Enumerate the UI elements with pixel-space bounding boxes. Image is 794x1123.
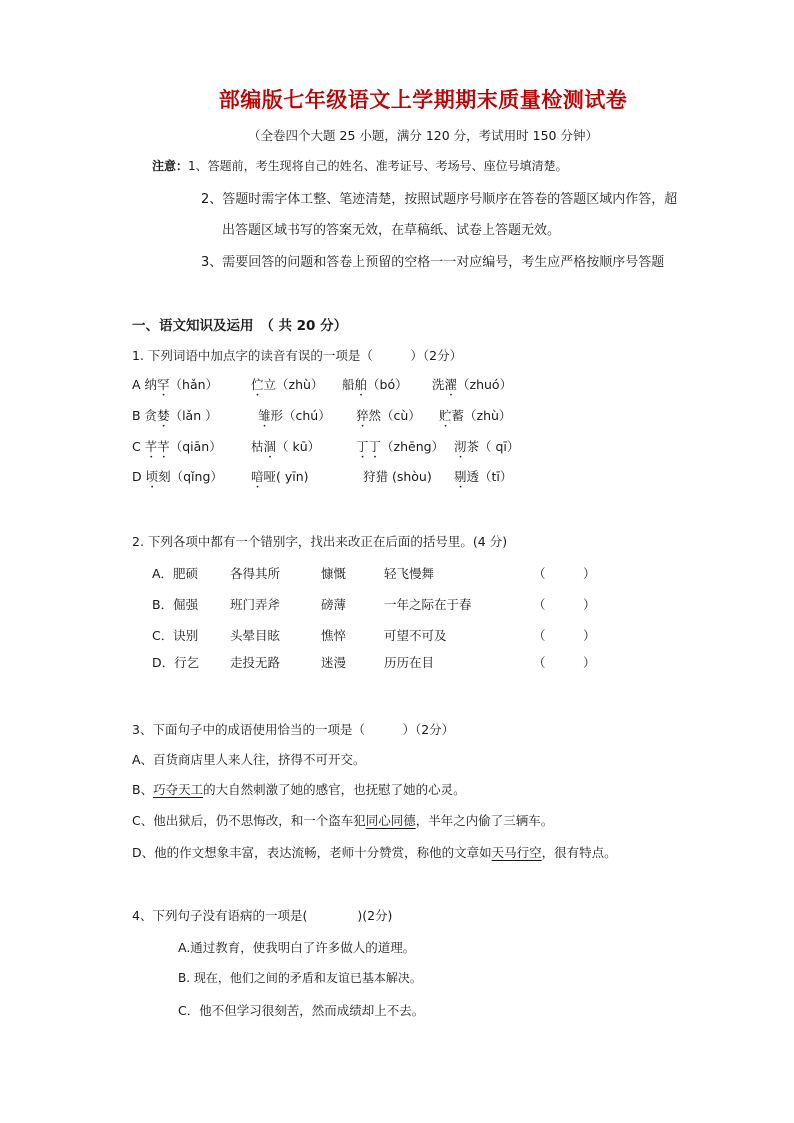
q2-row-a-c1: A．肥硕 xyxy=(152,566,199,581)
q3-option-b-idiom: 巧夺天工 xyxy=(153,782,204,797)
q2-row-a-answer: （ ） xyxy=(533,566,596,581)
q1-option-a-word4: 洗濯（zhuó） xyxy=(432,377,513,392)
q1-option-b-word1: B 贪婪（lǎn ） xyxy=(132,408,218,423)
q2-row-c-c3: 憔悴 xyxy=(321,628,347,643)
q1-option-b-word3: 猝然（cù） xyxy=(356,408,421,423)
q3-option-c-rest: ，半年之内偷了三辆车。 xyxy=(415,813,554,828)
q2-row-a-c3: 慷慨 xyxy=(321,566,347,581)
q1-option-c-word1: C 芊芊（qiān） xyxy=(132,439,222,454)
q1-option-c-word2: 枯涸（ kū） xyxy=(251,439,321,454)
q2-row-b-answer: （ ） xyxy=(533,597,596,612)
q3-option-b-prefix: B、 xyxy=(132,782,154,797)
q3-option-a: A、百货商店里人来人往，挤得不可开交。 xyxy=(132,752,366,767)
q1-option-d-word1: D 顷刻（qǐng） xyxy=(132,469,223,484)
q2-row-c-c4: 可望不可及 xyxy=(384,628,447,643)
q3-option-c-idiom: 同心同德 xyxy=(365,813,416,828)
q2-row-a-c2: 各得其所 xyxy=(230,566,281,581)
q3-option-d xyxy=(132,843,617,861)
q4-option-a: A.通过教育，使我明白了许多做人的道理。 xyxy=(178,940,416,955)
q2-row-b-c1: B．倔强 xyxy=(152,597,199,612)
q2-row-c-answer: （ ） xyxy=(533,628,596,643)
notice-item-1 xyxy=(152,157,568,174)
question-1-stem: 1. 下列词语中加点字的读音有误的一项是（ ）（2分） xyxy=(132,348,463,363)
question-4-stem: 4、下列句子没有语病的一项是( )(2分) xyxy=(132,908,393,923)
q1-option-b-word4: 贮蓄（zhù） xyxy=(439,408,512,423)
q3-option-d-idiom: 天马行空 xyxy=(491,845,542,860)
q1-option-a-word2: 伫立（zhù） xyxy=(251,377,324,392)
q2-row-b-c4: 一年之际在于春 xyxy=(384,597,472,612)
q2-row-d-c1: D．行乞 xyxy=(152,655,200,670)
q3-option-c xyxy=(132,811,553,829)
q2-row-c-c2: 头晕目眩 xyxy=(230,628,281,643)
q1-option-d-word2: 喑哑( yīn) xyxy=(251,469,309,484)
q1-option-d-word4: 剔透（tī） xyxy=(454,469,513,484)
q2-row-d-c4: 历历在目 xyxy=(384,655,435,670)
q2-row-b-c2: 班门弄斧 xyxy=(230,597,281,612)
q2-row-c-c1: C．诀别 xyxy=(152,628,199,643)
question-3-stem: 3、下面句子中的成语使用恰当的一项是（ ）（2分） xyxy=(132,722,455,737)
q3-option-c-prefix: C、他出狱后，仍不思悔改，和一个盗车犯 xyxy=(132,813,366,828)
q4-option-b: B. 现在，他们之间的矛盾和友谊已基本解决。 xyxy=(178,971,422,985)
q1-option-c-word4: 沏茶（ qī） xyxy=(454,439,520,454)
notice-label: 注意： xyxy=(152,159,189,173)
q1-option-b-word2: 雏形（chú） xyxy=(258,408,331,423)
notice-text-1: 1、答题前，考生现将自己的姓名、准考证号、考场号、座位号填清楚。 xyxy=(188,159,568,173)
notice-item-3: 3、需要回答的问题和答卷上预留的空格一一对应编号，考生应严格按顺序号答题 xyxy=(201,255,665,270)
q3-option-d-prefix: D、他的作文想象丰富，表达流畅，老师十分赞赏，称他的文章如 xyxy=(132,845,492,860)
q2-row-d-c3: 迷漫 xyxy=(321,655,347,670)
q2-row-a-c4: 轻飞慢舞 xyxy=(384,566,435,581)
q1-option-d-word3: 狩猎 (shòu) xyxy=(363,469,432,484)
q1-option-a-word1: A 纳罕（hǎn） xyxy=(132,377,219,392)
q3-option-d-rest: ，很有特点。 xyxy=(541,845,617,860)
q2-row-d-c2: 走投无路 xyxy=(230,655,281,670)
q3-option-b xyxy=(132,780,466,798)
exam-title: 部编版七年级语文上学期期末质量检测试卷 xyxy=(218,87,628,112)
q4-option-c: C．他不但学习很刻苦，然而成绩却上不去。 xyxy=(178,1003,425,1018)
q1-option-c-word3: 丁丁（zhēng） xyxy=(356,439,445,454)
q2-row-b-c3: 磅薄 xyxy=(321,597,347,612)
q1-option-a-word3: 船舶（bó） xyxy=(342,377,408,392)
q3-option-b-rest: 的大自然刺激了她的感官，也抚慰了她的心灵。 xyxy=(203,782,466,797)
section-heading-1: 一、语文知识及运用 （ 共 20 分） xyxy=(132,318,348,334)
exam-subtitle: （全卷四个大题 25 小题，满分 120 分，考试用时 150 分钟） xyxy=(248,128,598,143)
notice-item-2a: 2、答题时需字体工整、笔迹清楚，按照试题序号顺序在答卷的答题区域内作答，超 xyxy=(201,192,678,207)
question-2-stem: 2. 下列各项中都有一个错别字，找出来改正在后面的括号里。(4 分) xyxy=(132,534,508,549)
notice-item-2b: 出答题区域书写的答案无效，在草稿纸、试卷上答题无效。 xyxy=(222,223,561,238)
q2-row-d-answer: （ ） xyxy=(533,655,596,670)
